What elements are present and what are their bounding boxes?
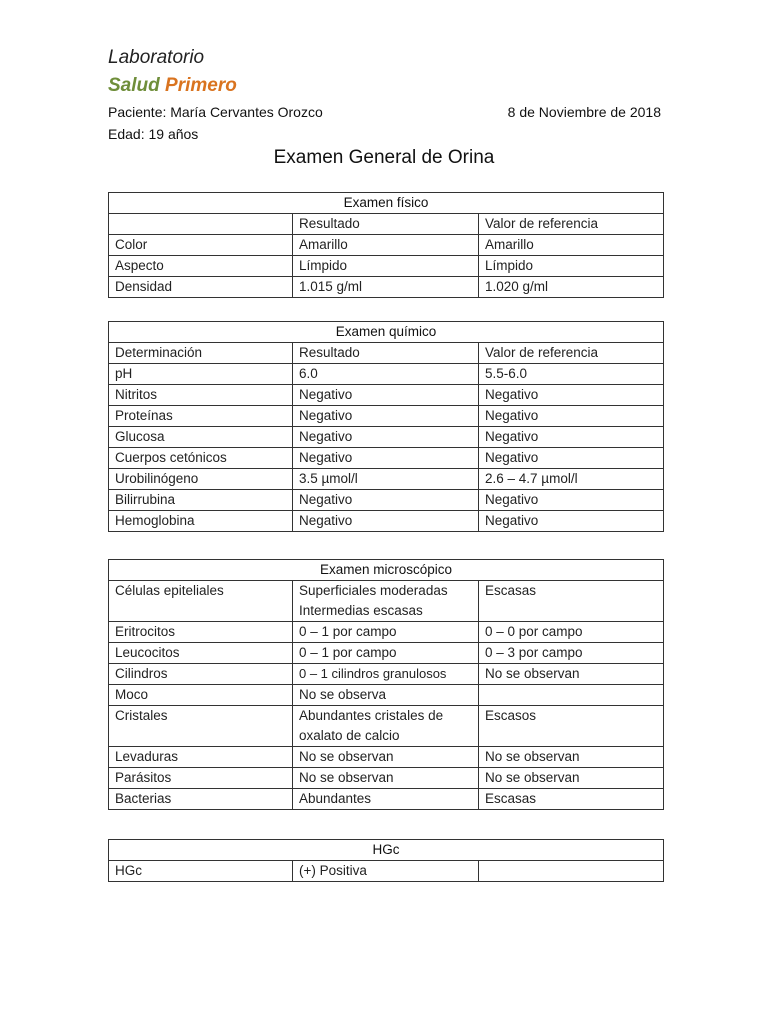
- table-row: [109, 277, 664, 298]
- table-title-row: [109, 193, 664, 214]
- reference-cell: Escasas: [479, 789, 664, 810]
- row-label: pH: [109, 364, 293, 385]
- physical-exam-title: Examen físico: [109, 193, 664, 214]
- row-label: Moco: [109, 685, 293, 706]
- row-label: Urobilinógeno: [109, 469, 293, 490]
- table-title-row: [109, 560, 664, 581]
- brand-word-primero: Primero: [165, 75, 237, 96]
- reference-cell: No se observan: [479, 664, 664, 685]
- result-line: Intermedias escasas: [299, 603, 423, 618]
- reference-cell: No se observan: [479, 747, 664, 768]
- table-row: [109, 622, 664, 643]
- result-cell: 0 – 1 por campo: [293, 643, 479, 664]
- reference-cell: 0 – 3 por campo: [479, 643, 664, 664]
- reference-cell: [479, 861, 664, 882]
- hgc-title: HGc: [109, 840, 664, 861]
- table-row: [109, 469, 664, 490]
- report-date: 8 de Noviembre de 2018: [507, 104, 661, 120]
- patient-name: Paciente: María Cervantes Orozco: [108, 104, 323, 120]
- table-row: [109, 511, 664, 532]
- row-label: Bilirrubina: [109, 490, 293, 511]
- reference-cell: Negativo: [479, 406, 664, 427]
- lab-label: Laboratorio: [108, 47, 205, 68]
- table-row: [109, 664, 664, 685]
- row-label: Cuerpos cetónicos: [109, 448, 293, 469]
- table-title-row: [109, 322, 664, 343]
- row-label: Densidad: [109, 277, 293, 298]
- reference-cell: Límpido: [479, 256, 664, 277]
- result-cell: Negativo: [293, 427, 479, 448]
- table-row: [109, 768, 664, 789]
- reference-cell: Escasos: [479, 706, 664, 747]
- table-row: [109, 861, 664, 882]
- brand-word-salud: Salud: [108, 75, 160, 96]
- row-label: Nitritos: [109, 385, 293, 406]
- reference-cell: Negativo: [479, 427, 664, 448]
- table-row: [109, 747, 664, 768]
- row-label: Leucocitos: [109, 643, 293, 664]
- result-cell: Negativo: [293, 490, 479, 511]
- row-label: Cristales: [109, 706, 293, 747]
- microscopic-exam-table: [108, 559, 664, 810]
- physical-exam-table: [108, 192, 664, 298]
- table-row: [109, 643, 664, 664]
- result-cell: (+) Positiva: [293, 861, 479, 882]
- table-header-row: [109, 343, 664, 364]
- table-row: [109, 706, 664, 747]
- table-row: [109, 427, 664, 448]
- column-header: Valor de referencia: [479, 343, 664, 364]
- result-line: Abundantes cristales de: [299, 708, 444, 723]
- table-title-row: [109, 840, 664, 861]
- result-cell: Negativo: [293, 448, 479, 469]
- reference-cell: Negativo: [479, 511, 664, 532]
- result-cell: 1.015 g/ml: [293, 277, 479, 298]
- result-cell: Abundantes: [293, 789, 479, 810]
- row-label: Eritrocitos: [109, 622, 293, 643]
- patient-age: Edad: 19 años: [108, 126, 199, 142]
- reference-cell: 1.020 g/ml: [479, 277, 664, 298]
- result-cell: No se observan: [293, 747, 479, 768]
- column-header: Resultado: [293, 343, 479, 364]
- row-label: Células epiteliales: [109, 581, 293, 622]
- reference-cell: [479, 685, 664, 706]
- reference-cell: Negativo: [479, 490, 664, 511]
- result-cell: 6.0: [293, 364, 479, 385]
- row-label: Parásitos: [109, 768, 293, 789]
- result-cell: 0 – 1 cilindros granulosos: [293, 664, 479, 685]
- brand-logo-text: [108, 75, 237, 97]
- result-cell: 0 – 1 por campo: [293, 622, 479, 643]
- result-cell: 3.5 µmol/l: [293, 469, 479, 490]
- table-row: [109, 385, 664, 406]
- hgc-table: [108, 839, 664, 882]
- result-line: Superficiales moderadas: [299, 583, 448, 598]
- table-row: [109, 406, 664, 427]
- table-header-row: [109, 214, 664, 235]
- table-row: [109, 256, 664, 277]
- result-cell: No se observa: [293, 685, 479, 706]
- table-row: [109, 235, 664, 256]
- table-row: [109, 364, 664, 385]
- table-row: [109, 685, 664, 706]
- reference-cell: Amarillo: [479, 235, 664, 256]
- row-label: Glucosa: [109, 427, 293, 448]
- result-cell: No se observan: [293, 768, 479, 789]
- column-header: Resultado: [293, 214, 479, 235]
- column-header: Valor de referencia: [479, 214, 664, 235]
- row-label: Hemoglobina: [109, 511, 293, 532]
- table-row: [109, 448, 664, 469]
- result-cell: Negativo: [293, 385, 479, 406]
- reference-cell: No se observan: [479, 768, 664, 789]
- row-label: Aspecto: [109, 256, 293, 277]
- result-cell: [293, 581, 479, 622]
- result-cell: Amarillo: [293, 235, 479, 256]
- result-cell: Límpido: [293, 256, 479, 277]
- table-row: [109, 490, 664, 511]
- result-cell: Negativo: [293, 511, 479, 532]
- microscopic-exam-title: Examen microscópico: [109, 560, 664, 581]
- chemical-exam-table: [108, 321, 664, 532]
- table-row: [109, 581, 664, 622]
- reference-cell: 0 – 0 por campo: [479, 622, 664, 643]
- row-label: Color: [109, 235, 293, 256]
- column-header: [109, 214, 293, 235]
- result-cell: [293, 706, 479, 747]
- chemical-exam-title: Examen químico: [109, 322, 664, 343]
- reference-cell: 2.6 – 4.7 µmol/l: [479, 469, 664, 490]
- row-label: Bacterias: [109, 789, 293, 810]
- row-label: Cilindros: [109, 664, 293, 685]
- reference-cell: Escasas: [479, 581, 664, 622]
- reference-cell: Negativo: [479, 385, 664, 406]
- reference-cell: 5.5-6.0: [479, 364, 664, 385]
- table-row: [109, 789, 664, 810]
- reference-cell: Negativo: [479, 448, 664, 469]
- row-label: Proteínas: [109, 406, 293, 427]
- result-cell: Negativo: [293, 406, 479, 427]
- document-title: Examen General de Orina: [273, 147, 495, 168]
- row-label: HGc: [109, 861, 293, 882]
- row-label: Levaduras: [109, 747, 293, 768]
- result-line: oxalato de calcio: [299, 728, 400, 743]
- column-header: Determinación: [109, 343, 293, 364]
